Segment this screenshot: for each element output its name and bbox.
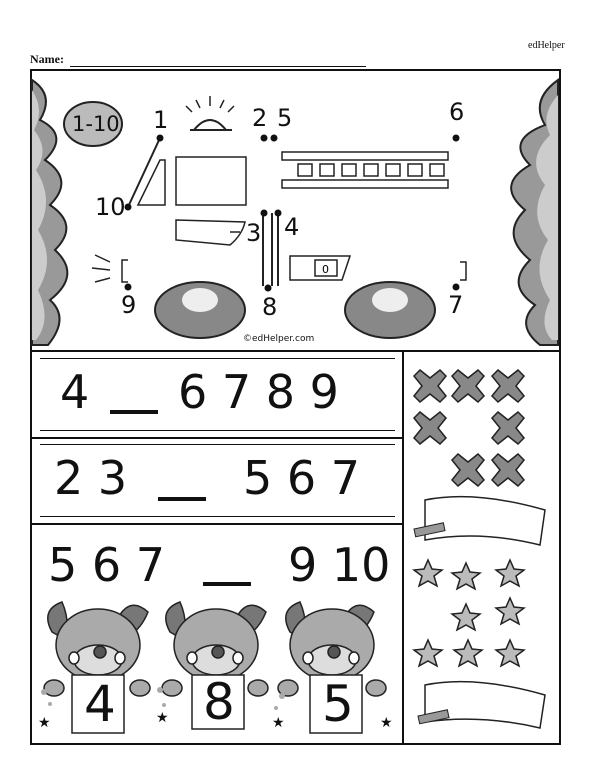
brand-label: edHelper <box>528 40 565 51</box>
dot-label: 6 <box>449 98 465 126</box>
name-label: Name: <box>30 52 64 66</box>
badge-label: 1-10 <box>72 112 120 136</box>
star-icons <box>414 560 524 666</box>
dot-label: 5 <box>277 104 293 132</box>
sequence-2-before: 2 3 <box>54 451 128 505</box>
dot-label: 9 <box>121 291 137 319</box>
dog-card-number: 8 <box>203 673 235 731</box>
sequence-1-after: 6 7 8 9 <box>178 365 339 419</box>
sequence-3-after: 9 10 <box>288 538 391 592</box>
dot-label: 7 <box>448 291 464 319</box>
dog-card-number: 5 <box>322 675 354 733</box>
dot-label: 1 <box>153 106 169 134</box>
svg-text:★: ★ <box>156 710 169 726</box>
sequence-3-before: 5 6 7 <box>48 538 166 592</box>
dot-label: 3 <box>246 219 262 247</box>
dot-label: 10 <box>95 193 126 221</box>
dot-label: 8 <box>262 293 278 321</box>
svg-text:★: ★ <box>38 715 51 731</box>
dot-label: 2 <box>252 104 268 132</box>
dot-label: 4 <box>284 213 300 241</box>
sequence-2-after: 5 6 7 <box>243 451 361 505</box>
svg-text:★: ★ <box>272 715 285 731</box>
dog-card-number: 4 <box>84 675 116 733</box>
x-marks <box>414 370 524 486</box>
ladder-digit: 0 <box>322 263 329 276</box>
sequence-1-before: 4 <box>60 365 90 419</box>
copyright-label: ©edHelper.com <box>243 334 315 344</box>
svg-text:★: ★ <box>380 715 393 731</box>
